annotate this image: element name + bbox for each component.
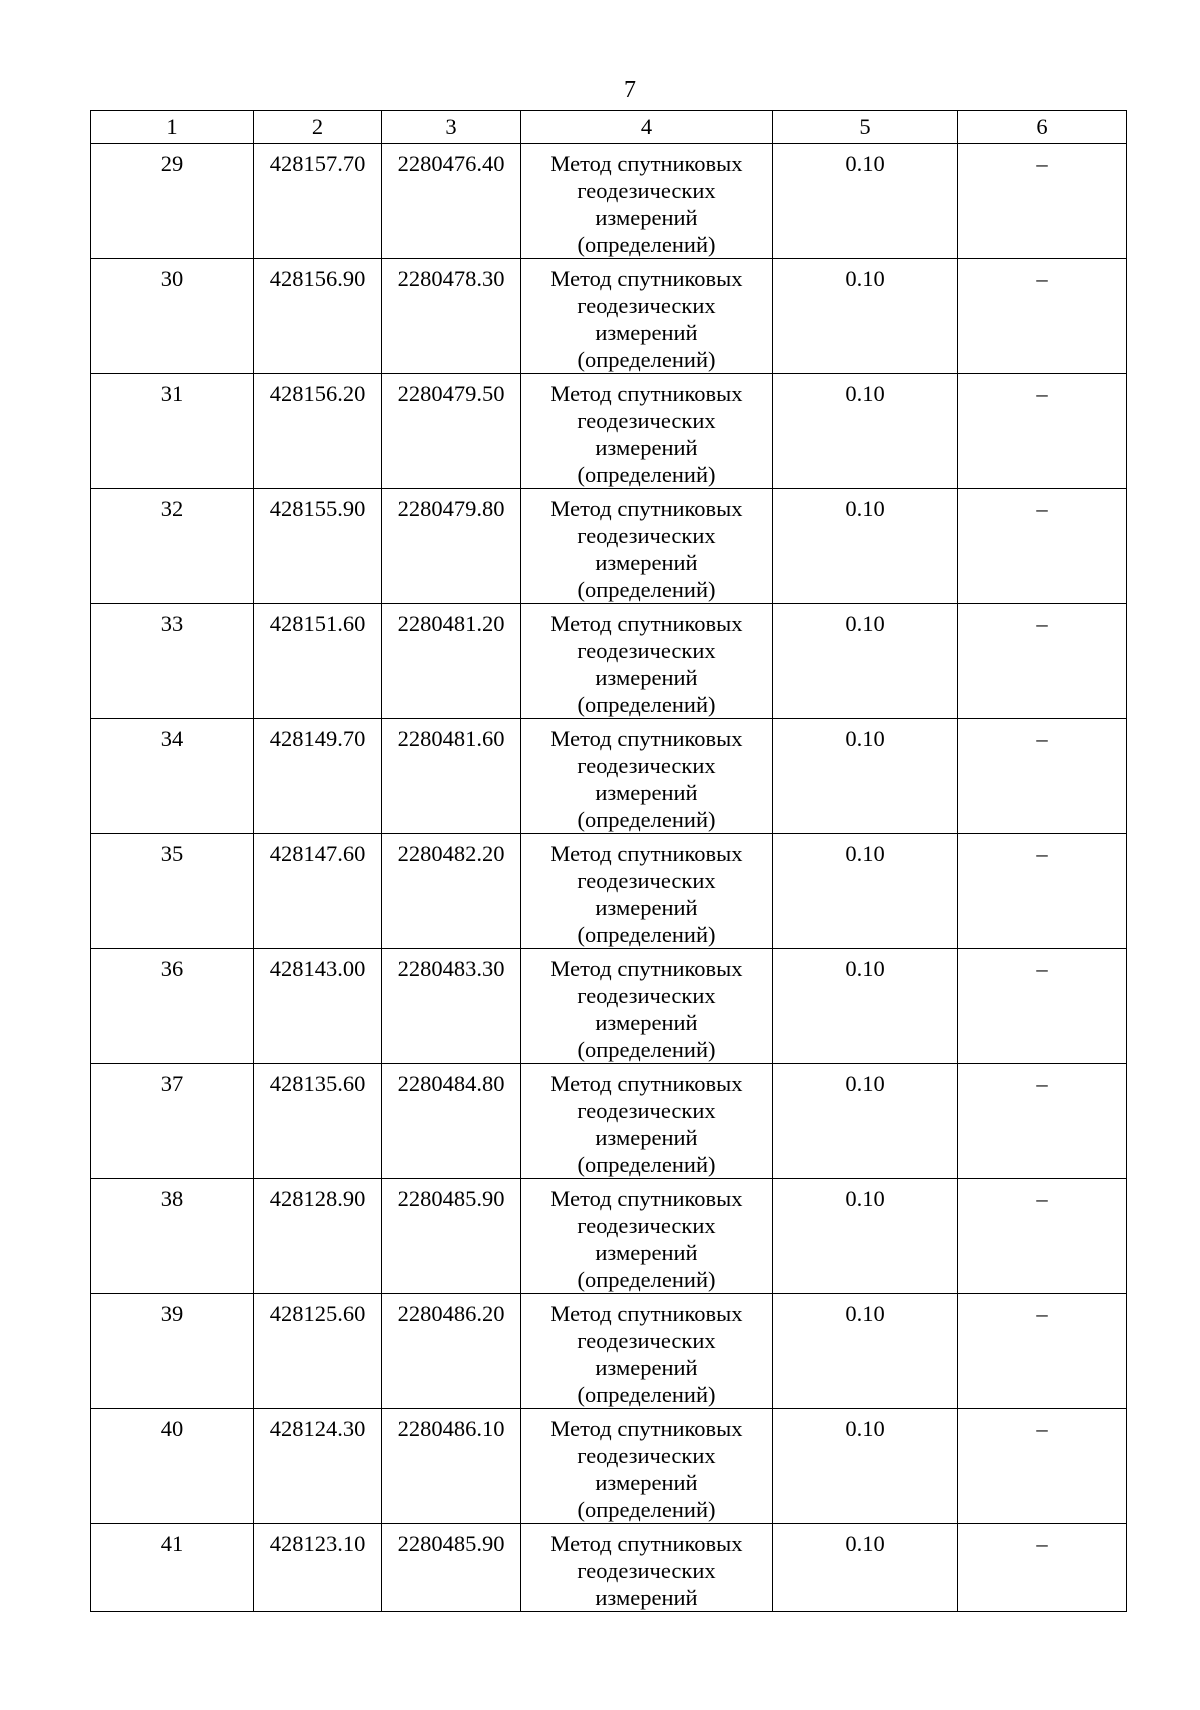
method-line: геодезических [577,1328,716,1353]
y-coordinate-cell: 2280479.80 [382,489,521,604]
table-row [91,719,1127,834]
method-line: Метод спутниковых [550,1186,743,1211]
method-line: (определений) [577,347,716,372]
method-line: геодезических [577,1558,716,1583]
header-cell-1: 1 [91,111,254,144]
accuracy-cell: 0.10 [773,1409,958,1524]
method-line: геодезических [577,293,716,318]
method-line: геодезических [577,178,716,203]
note-cell: – [958,1064,1127,1179]
method-line: измерений [595,1470,698,1495]
method-line: измерений [595,895,698,920]
method-line: геодезических [577,753,716,778]
accuracy-cell: 0.10 [773,144,958,259]
x-coordinate-cell: 428124.30 [254,1409,382,1524]
method-cell [521,949,773,1064]
point-number-cell: 32 [91,489,254,604]
method-line: (определений) [577,577,716,602]
method-line: измерений [595,665,698,690]
method-line: Метод спутниковых [550,1301,743,1326]
accuracy-cell: 0.10 [773,489,958,604]
method-cell [521,1179,773,1294]
header-cell-2: 2 [254,111,382,144]
table-row [91,834,1127,949]
method-cell [521,1524,773,1612]
x-coordinate-cell: 428147.60 [254,834,382,949]
method-line: (определений) [577,1497,716,1522]
table-row [91,374,1127,489]
accuracy-cell: 0.10 [773,719,958,834]
method-line: геодезических [577,408,716,433]
header-cell-6: 6 [958,111,1127,144]
method-line: измерений [595,320,698,345]
x-coordinate-cell: 428151.60 [254,604,382,719]
method-line: геодезических [577,1213,716,1238]
method-cell [521,604,773,719]
accuracy-cell: 0.10 [773,949,958,1064]
method-line: Метод спутниковых [550,726,743,751]
method-line: геодезических [577,638,716,663]
y-coordinate-cell: 2280483.30 [382,949,521,1064]
point-number-cell: 29 [91,144,254,259]
method-line: (определений) [577,807,716,832]
point-number-cell: 30 [91,259,254,374]
method-line: измерений [595,780,698,805]
y-coordinate-cell: 2280482.20 [382,834,521,949]
method-line: Метод спутниковых [550,611,743,636]
method-line: (определений) [577,462,716,487]
method-line: Метод спутниковых [550,841,743,866]
x-coordinate-cell: 428149.70 [254,719,382,834]
method-line: Метод спутниковых [550,1416,743,1441]
note-cell: – [958,604,1127,719]
method-line: измерений [595,205,698,230]
method-line: Метод спутниковых [550,266,743,291]
y-coordinate-cell: 2280481.60 [382,719,521,834]
point-number-cell: 38 [91,1179,254,1294]
note-cell: – [958,834,1127,949]
y-coordinate-cell: 2280481.20 [382,604,521,719]
method-line: Метод спутниковых [550,1531,743,1556]
point-number-cell: 34 [91,719,254,834]
x-coordinate-cell: 428128.90 [254,1179,382,1294]
point-number-cell: 39 [91,1294,254,1409]
method-line: измерений [595,1355,698,1380]
note-cell: – [958,719,1127,834]
method-line: измерений [595,435,698,460]
point-number-cell: 40 [91,1409,254,1524]
method-line: Метод спутниковых [550,496,743,521]
method-line: (определений) [577,692,716,717]
x-coordinate-cell: 428125.60 [254,1294,382,1409]
point-number-cell: 41 [91,1524,254,1612]
method-line: Метод спутниковых [550,381,743,406]
header-cell-3: 3 [382,111,521,144]
method-cell [521,374,773,489]
method-cell [521,1294,773,1409]
x-coordinate-cell: 428157.70 [254,144,382,259]
method-line: (определений) [577,1382,716,1407]
accuracy-cell: 0.10 [773,1524,958,1612]
table-row [91,144,1127,259]
note-cell: – [958,1294,1127,1409]
x-coordinate-cell: 428155.90 [254,489,382,604]
x-coordinate-cell: 428123.10 [254,1524,382,1612]
accuracy-cell: 0.10 [773,604,958,719]
method-line: геодезических [577,868,716,893]
method-line: Метод спутниковых [550,1071,743,1096]
method-cell [521,489,773,604]
note-cell: – [958,1179,1127,1294]
header-cell-4: 4 [521,111,773,144]
method-line: измерений [595,1010,698,1035]
accuracy-cell: 0.10 [773,1064,958,1179]
table-body [91,144,1127,1612]
accuracy-cell: 0.10 [773,1179,958,1294]
x-coordinate-cell: 428156.90 [254,259,382,374]
point-number-cell: 31 [91,374,254,489]
note-cell: – [958,1524,1127,1612]
table-row [91,949,1127,1064]
y-coordinate-cell: 2280478.30 [382,259,521,374]
method-line: (определений) [577,1267,716,1292]
y-coordinate-cell: 2280476.40 [382,144,521,259]
x-coordinate-cell: 428156.20 [254,374,382,489]
note-cell: – [958,489,1127,604]
note-cell: – [958,949,1127,1064]
note-cell: – [958,259,1127,374]
point-number-cell: 36 [91,949,254,1064]
method-line: геодезических [577,1443,716,1468]
page-number: 7 [624,77,636,103]
point-number-cell: 35 [91,834,254,949]
method-line: геодезических [577,1098,716,1123]
coordinates-table [90,110,1127,1612]
table-row [91,259,1127,374]
accuracy-cell: 0.10 [773,834,958,949]
method-line: (определений) [577,1037,716,1062]
method-line: измерений [595,1585,698,1610]
table-row [91,1294,1127,1409]
y-coordinate-cell: 2280479.50 [382,374,521,489]
table-row [91,1409,1127,1524]
method-cell [521,719,773,834]
accuracy-cell: 0.10 [773,259,958,374]
table-row [91,1524,1127,1612]
x-coordinate-cell: 428143.00 [254,949,382,1064]
header-row [91,111,1127,144]
table-row [91,1179,1127,1294]
note-cell: – [958,144,1127,259]
note-cell: – [958,374,1127,489]
method-line: Метод спутниковых [550,956,743,981]
note-cell: – [958,1409,1127,1524]
method-cell [521,144,773,259]
table-row [91,489,1127,604]
method-cell [521,259,773,374]
method-cell [521,1064,773,1179]
method-line: измерений [595,1125,698,1150]
method-line: (определений) [577,922,716,947]
method-line: Метод спутниковых [550,151,743,176]
accuracy-cell: 0.10 [773,1294,958,1409]
y-coordinate-cell: 2280484.80 [382,1064,521,1179]
method-line: (определений) [577,1152,716,1177]
table-row [91,604,1127,719]
y-coordinate-cell: 2280486.10 [382,1409,521,1524]
y-coordinate-cell: 2280485.90 [382,1524,521,1612]
method-line: геодезических [577,983,716,1008]
y-coordinate-cell: 2280486.20 [382,1294,521,1409]
x-coordinate-cell: 428135.60 [254,1064,382,1179]
method-line: геодезических [577,523,716,548]
accuracy-cell: 0.10 [773,374,958,489]
method-line: измерений [595,1240,698,1265]
method-line: (определений) [577,232,716,257]
y-coordinate-cell: 2280485.90 [382,1179,521,1294]
method-cell [521,834,773,949]
table-row [91,1064,1127,1179]
method-line: измерений [595,550,698,575]
point-number-cell: 37 [91,1064,254,1179]
point-number-cell: 33 [91,604,254,719]
header-cell-5: 5 [773,111,958,144]
method-cell [521,1409,773,1524]
